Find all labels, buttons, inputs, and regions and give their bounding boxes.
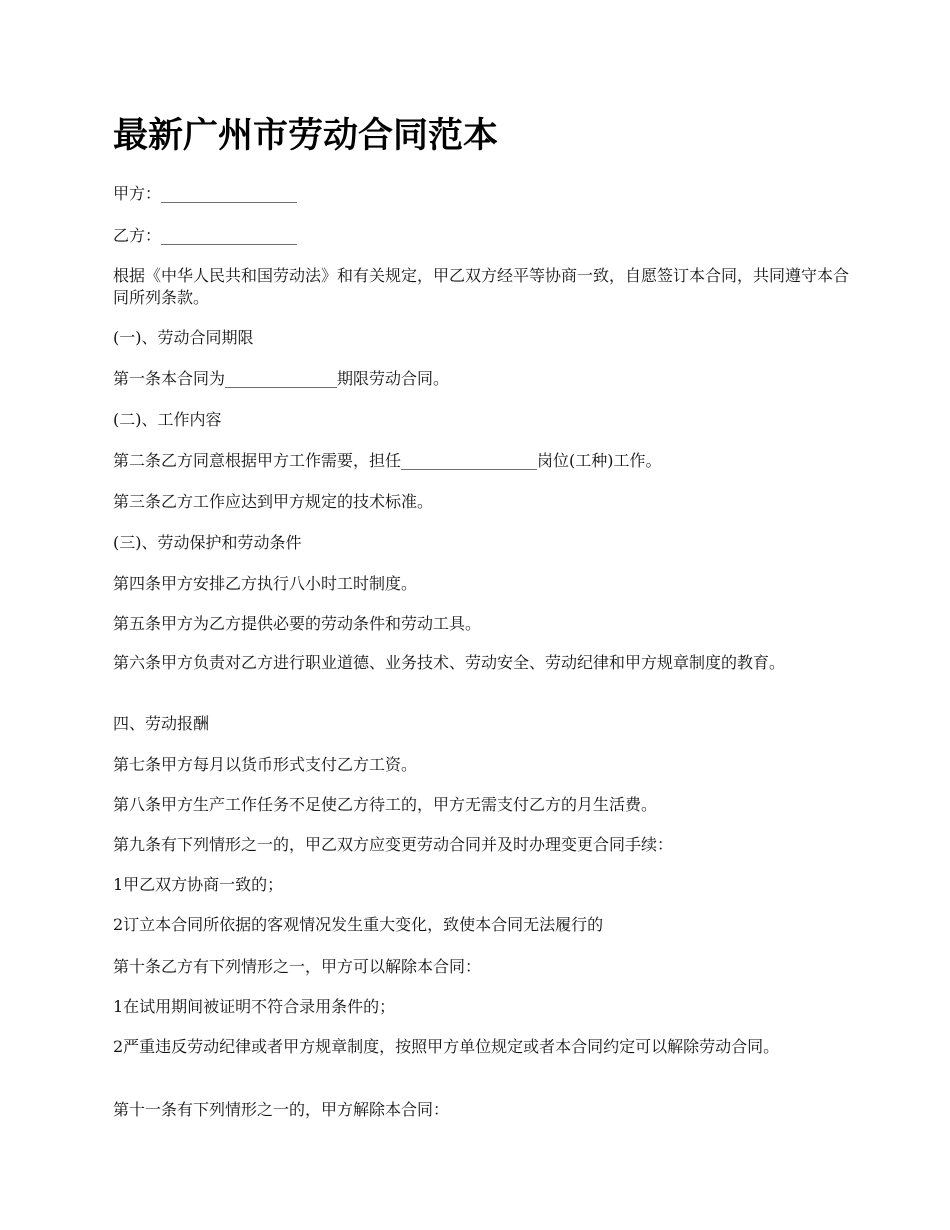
article-4: 第四条甲方安排乙方执行八小时工时制度。: [113, 574, 418, 593]
article-9: 第九条有下列情形之一的，甲乙双方应变更劳动合同并及时办理变更合同手续：: [113, 835, 674, 854]
party-b-line: 乙方：_________________: [113, 226, 298, 245]
article-8: 第八条甲方生产工作任务不足使乙方待工的，甲方无需支付乙方的月生活费。: [113, 795, 658, 814]
section-heading-term: (一)、劳动合同期限: [113, 328, 254, 347]
article-1: 第一条本合同为______________期限劳动合同。: [113, 369, 450, 388]
article-10: 第十条乙方有下列情形之一，甲方可以解除本合同：: [113, 957, 482, 976]
preamble-paragraph: 根据《中华人民共和国劳动法》和有关规定，甲乙双方经平等协商一致，自愿签订本合同，共同遵守本合同所列条款。: [113, 266, 850, 307]
section-heading-work: (二)、工作内容: [113, 410, 222, 429]
article-2: 第二条乙方同意根据甲方工作需要，担任_________________岗位(工种)工作。: [113, 451, 662, 470]
article-9-item-2: 2订立本合同所依据的客观情况发生重大变化，致使本合同无法履行的: [113, 915, 604, 934]
document-title: 最新广州市劳动合同范本: [113, 116, 499, 156]
party-a-line: 甲方：_________________: [113, 184, 298, 203]
article-6: 第六条甲方负责对乙方进行职业道德、业务技术、劳动安全、劳动纪律和甲方规章制度的教育。: [113, 653, 786, 672]
section-heading-remuneration: 四、劳动报酬: [113, 714, 210, 733]
article-10-item-1: 1在试用期间被证明不符合录用条件的；: [113, 997, 396, 1016]
article-7: 第七条甲方每月以货币形式支付乙方工资。: [113, 755, 418, 774]
article-10-item-2: 2严重违反劳动纪律或者甲方规章制度，按照甲方单位规定或者本合同约定可以解除劳动合同。: [113, 1037, 780, 1056]
article-11: 第十一条有下列情形之一的，甲方解除本合同：: [113, 1100, 450, 1119]
article-9-item-1: 1甲乙双方协商一致的；: [113, 875, 284, 894]
article-3: 第三条乙方工作应达到甲方规定的技术标准。: [113, 492, 434, 511]
section-heading-protection: (三)、劳动保护和劳动条件: [113, 533, 302, 552]
article-5: 第五条甲方为乙方提供必要的劳动条件和劳动工具。: [113, 614, 482, 633]
